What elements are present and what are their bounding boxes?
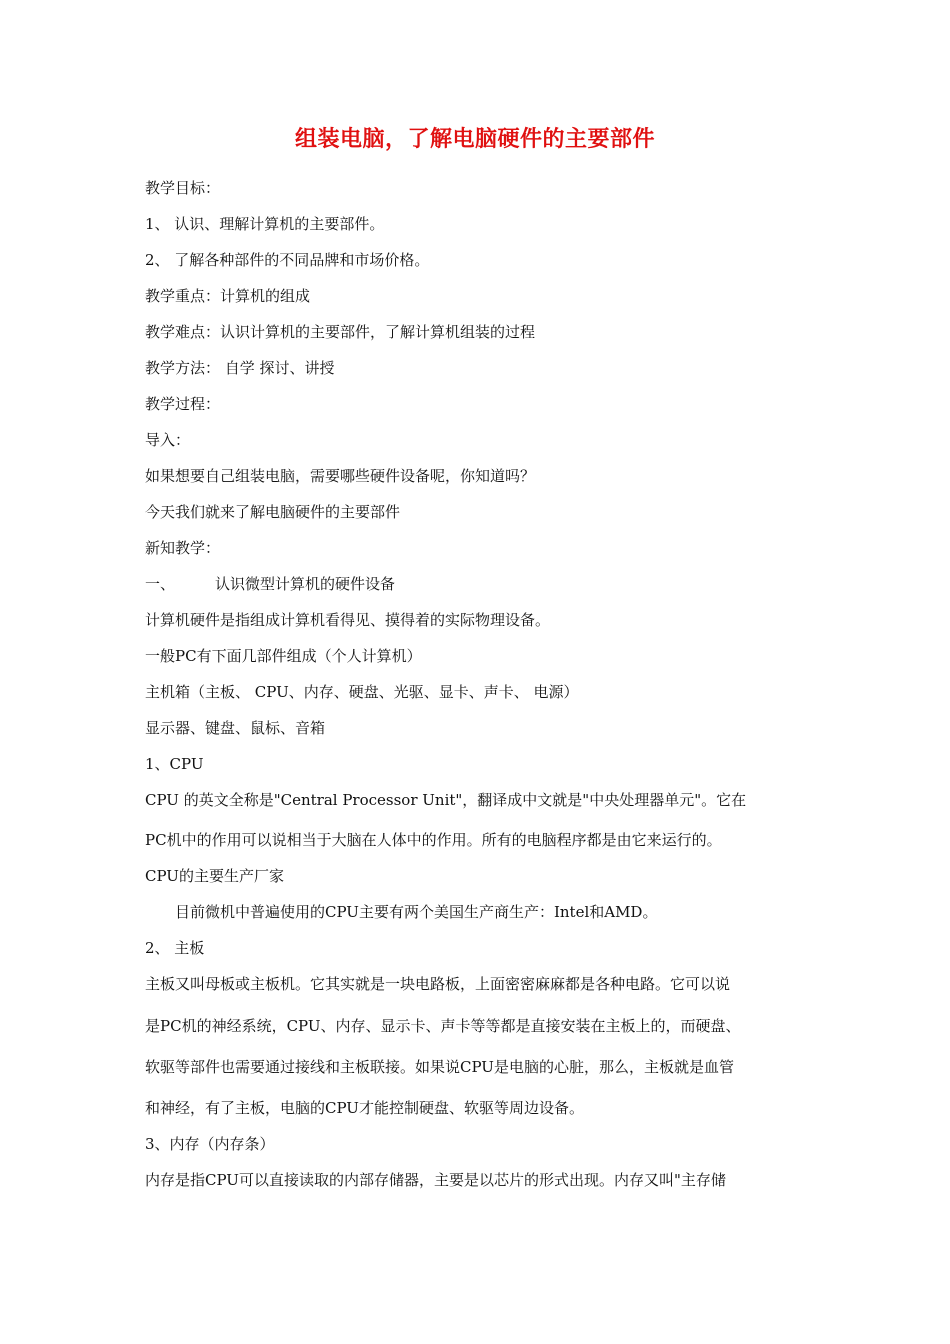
paragraph: 和神经，有了主板，电脑的CPU才能控制硬盘、软驱等周边设备。 [145, 1099, 584, 1117]
paragraph: 教学过程： [145, 395, 221, 413]
paragraph: 教学难点：认识计算机的主要部件，了解计算机组装的过程 [145, 323, 536, 341]
paragraph: 计算机硬件是指组成计算机看得见、摸得着的实际物理设备。 [145, 611, 551, 629]
document-title: 组装电脑，了解电脑硬件的主要部件 [294, 126, 655, 152]
paragraph: 目前微机中普遍使用的CPU主要有两个美国生产商生产：Intel和AMD。 [175, 903, 658, 921]
section-number: 一、 [145, 575, 176, 593]
paragraph: 软驱等部件也需要通过接线和主板联接。如果说CPU是电脑的心脏，那么，主板就是血管 [145, 1058, 734, 1076]
paragraph: 是PC机的神经系统，CPU、内存、显示卡、声卡等等都是直接安装在主板上的，而硬盘、 [145, 1017, 741, 1035]
section-text: 认识微型计算机的硬件设备 [215, 575, 396, 593]
subheading: 2、 主板 [145, 939, 205, 957]
paragraph: 如果想要自己组装电脑，需要哪些硬件设备呢，你知道吗？ [145, 467, 536, 485]
subheading: 1、CPU [145, 755, 204, 773]
paragraph: 内存是指CPU可以直接读取的内部存储器，主要是以芯片的形式出现。内存又叫"主存储 [145, 1171, 726, 1189]
paragraph: 2、 了解各种部件的不同品牌和市场价格。 [145, 251, 430, 269]
paragraph: 教学目标： [145, 179, 221, 197]
paragraph: 教学重点：计算机的组成 [145, 287, 311, 305]
paragraph: 主板又叫母板或主板机。它其实就是一块电路板，上面密密麻麻都是各种电路。它可以说 [145, 975, 731, 993]
paragraph: CPU 的英文全称是"Central Processor Unit"，翻译成中文就是"中央处理器单元"。它在 [145, 791, 747, 809]
paragraph: 导入： [145, 431, 191, 449]
section-heading [145, 574, 815, 594]
paragraph: 今天我们就来了解电脑硬件的主要部件 [145, 503, 401, 521]
paragraph: 一般PC有下面几部件组成（个人计算机） [145, 647, 422, 665]
paragraph: PC机中的作用可以说相当于大脑在人体中的作用。所有的电脑程序都是由它来运行的。 [145, 831, 722, 849]
paragraph: 主机箱（主板、 CPU、内存、硬盘、光驱、显卡、声卡、 电源） [145, 683, 579, 701]
paragraph: 显示器、键盘、鼠标、音箱 [145, 719, 326, 737]
paragraph: 1、 认识、理解计算机的主要部件。 [145, 215, 385, 233]
paragraph: 新知教学： [145, 539, 221, 557]
subheading: 3、内存（内存条） [145, 1135, 275, 1153]
paragraph: CPU的主要生产厂家 [145, 867, 284, 885]
paragraph: 教学方法： 自学 探讨、讲授 [145, 359, 335, 377]
